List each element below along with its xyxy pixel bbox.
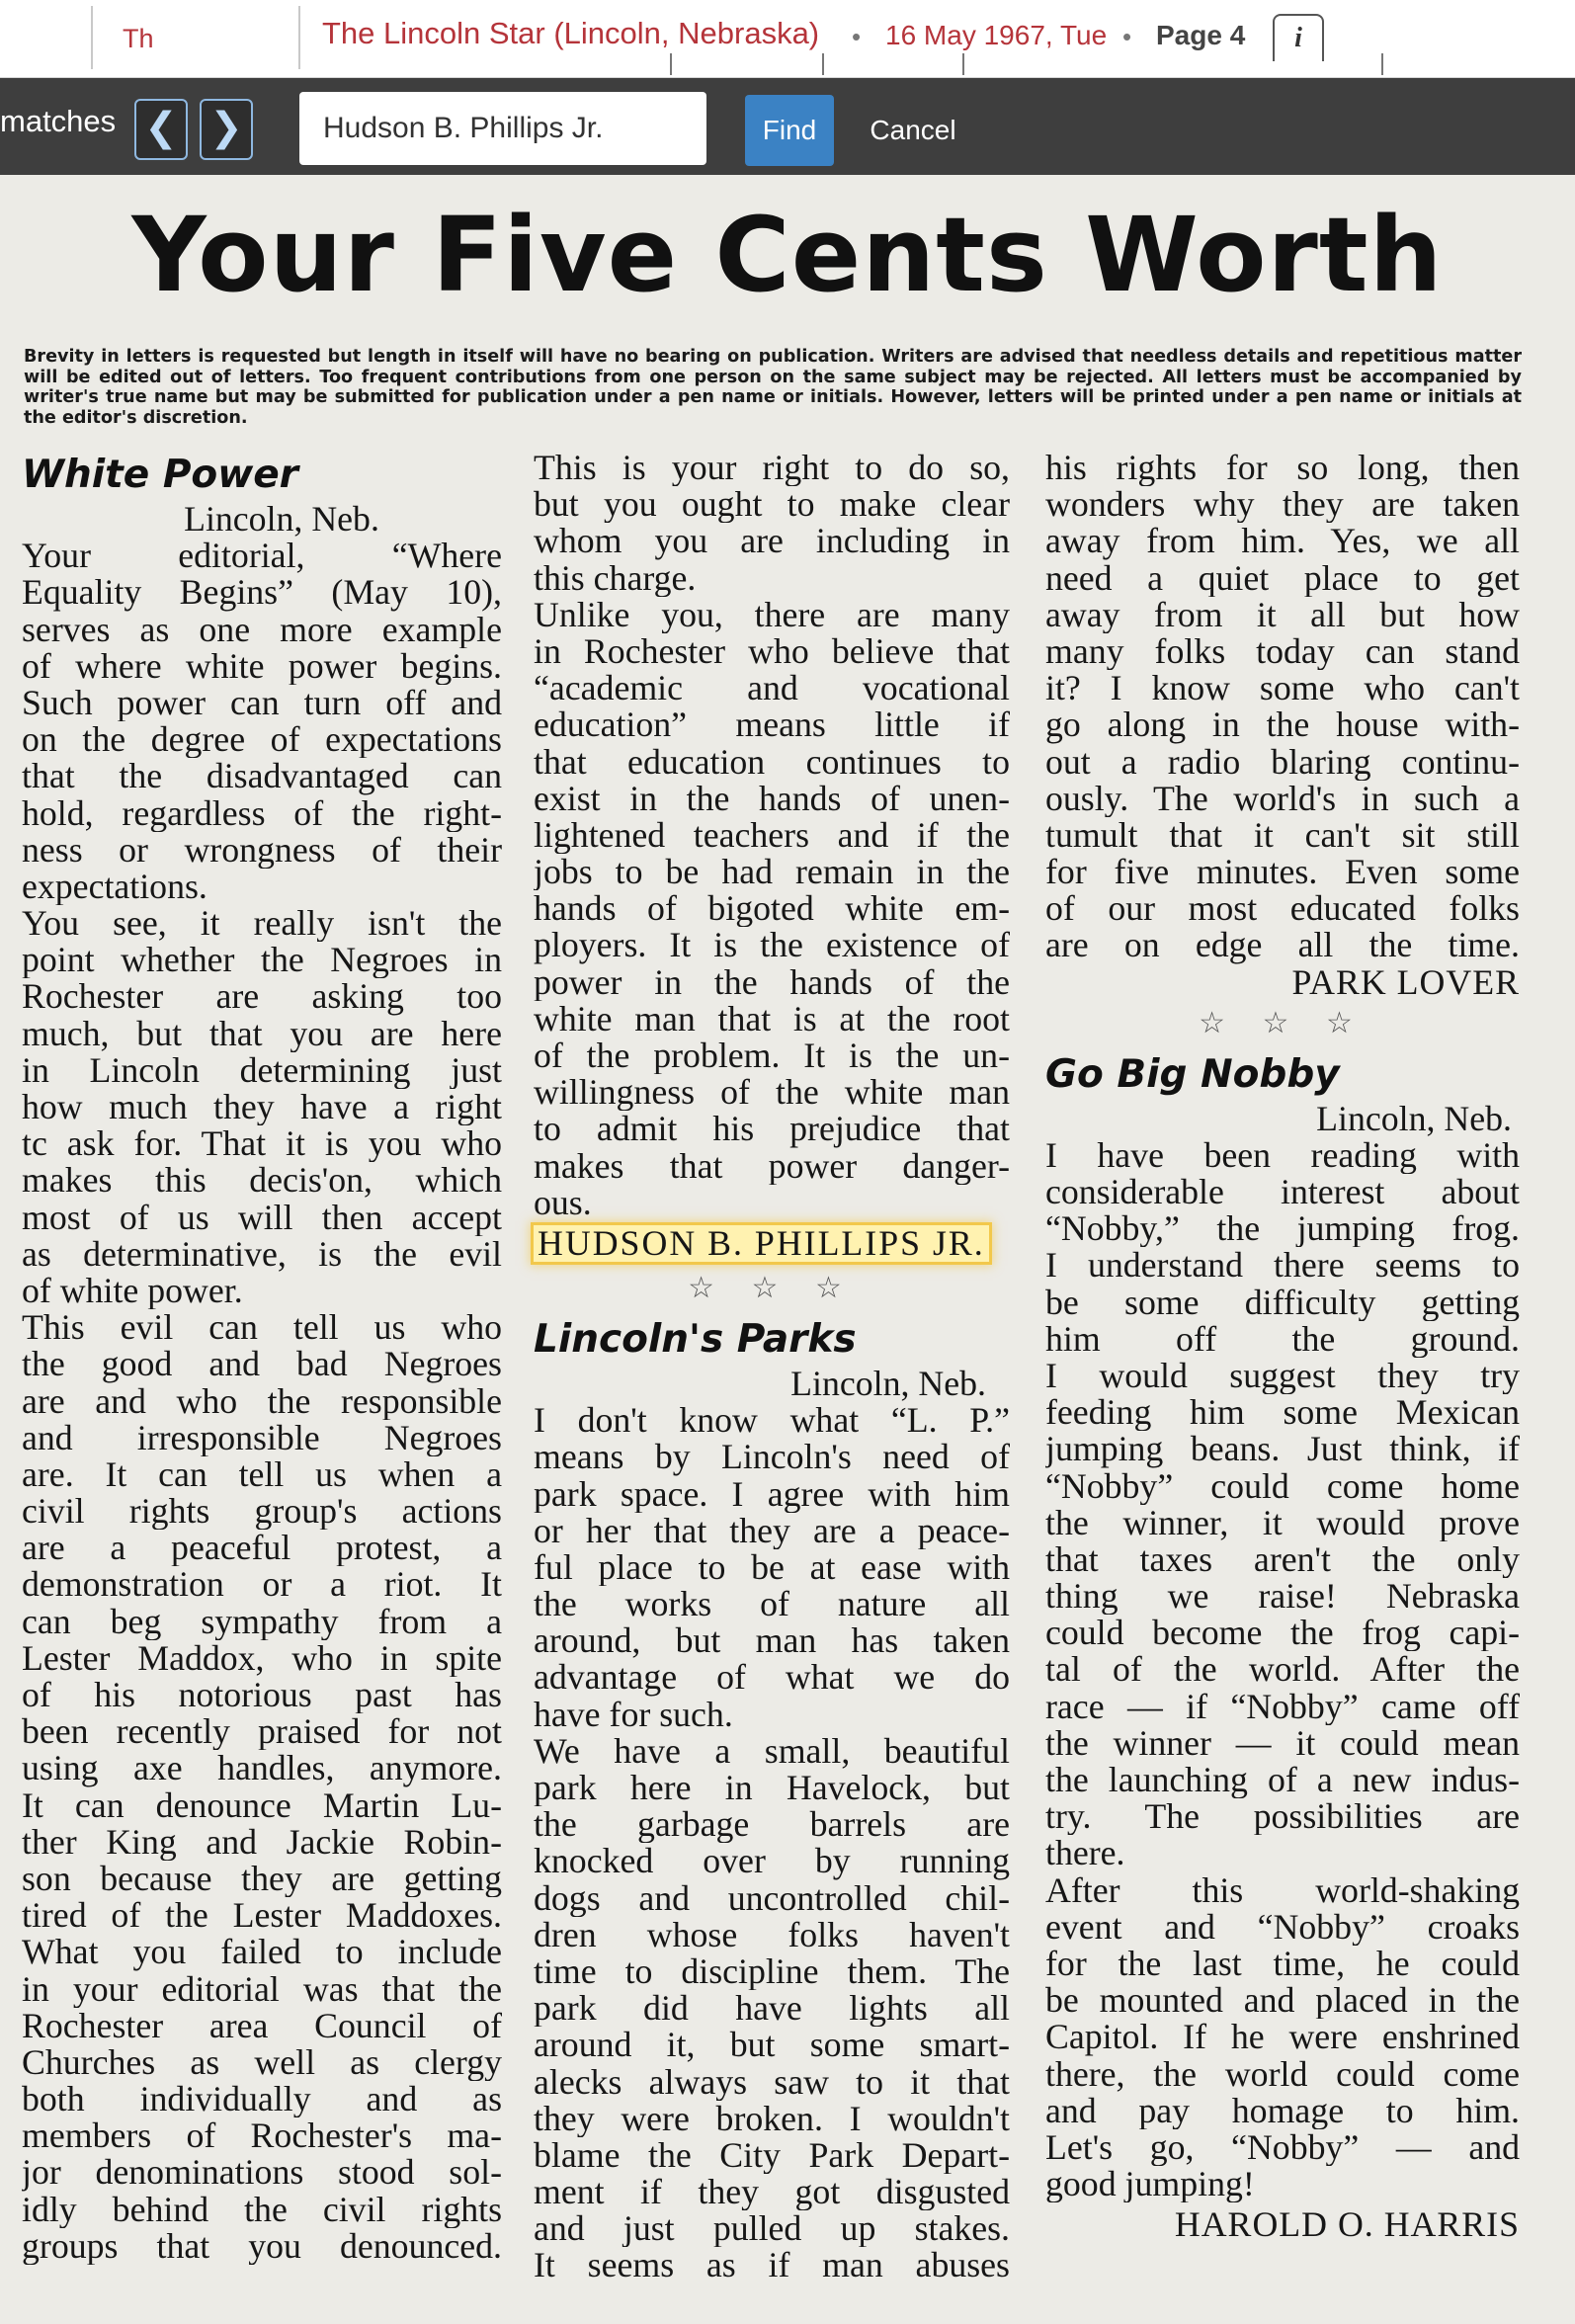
issue-date[interactable]: 16 May 1967, Tue [885, 20, 1108, 50]
text-line: It seems as if man abuses [534, 2247, 1010, 2284]
text-line: much, but that you are here [22, 1015, 502, 1052]
text-line: and irresponsible Negroes [22, 1419, 502, 1456]
text-line: in Lincoln determining just [22, 1051, 502, 1089]
text-line: they were broken. I wouldn't [534, 2100, 1010, 2137]
matches-label: matches [0, 104, 117, 138]
column-1 [22, 450, 502, 2265]
text-line: son because they are getting [22, 1860, 502, 1898]
search-match-highlight[interactable]: HUDSON B. PHILLIPS JR. [534, 1225, 989, 1262]
search-input[interactable] [299, 92, 706, 165]
text-line: that taxes aren't the only [1045, 1540, 1520, 1579]
text-line: This is your right to do so, [534, 450, 1010, 487]
letter-heading: White Power [22, 453, 298, 497]
text-line: park did have lights all [534, 1990, 1010, 2028]
letter-signature: PARK LOVER [1291, 961, 1520, 1002]
text-line: lightened teachers and if the [534, 816, 1010, 855]
text-line: time to discipline them. The [534, 1952, 1010, 1991]
text-line: park space. I agree with him [534, 1475, 1010, 1513]
text-line: of our most educated folks [1045, 890, 1520, 928]
page-number[interactable]: Page 4 [1156, 20, 1246, 50]
timeline-tick [822, 53, 824, 75]
text-line: knocked over by running [534, 1843, 1010, 1880]
text-line: for five minutes. Even some [1045, 854, 1520, 891]
text-line: need a quiet place to get [1045, 559, 1520, 597]
letter-dateline: Lincoln, Neb. [1316, 1098, 1512, 1138]
text-line: try. The possibilities are [1045, 1798, 1520, 1836]
timeline-tick [1381, 53, 1383, 75]
text-line: ther King and Jackie Robin- [22, 1823, 502, 1861]
text-line: I would suggest they try [1045, 1357, 1520, 1395]
text-line: tc ask for. That it is you who [22, 1125, 502, 1163]
text-line: the winner — it could mean [1045, 1724, 1520, 1762]
text-line: most of us will then accept [22, 1199, 502, 1236]
text-line: expectations. [22, 868, 207, 906]
text-line: thing we raise! Nebraska [1045, 1578, 1520, 1616]
text-line: of his notorious past has [22, 1677, 502, 1714]
page-masthead: Your Five Cents Worth [131, 195, 1444, 315]
letter-heading: Lincoln's Parks [534, 1316, 857, 1362]
text-line: ous. [534, 1184, 592, 1221]
text-line: dogs and uncontrolled chil- [534, 1879, 1010, 1917]
text-line: the winner, it would prove [1045, 1504, 1520, 1541]
text-line: could become the frog capi- [1045, 1615, 1520, 1652]
text-line: hands of bigoted white em- [534, 890, 1010, 928]
text-line: this charge. [534, 559, 697, 597]
text-line: that the disadvantaged can [22, 758, 502, 795]
text-line: Let's go, “Nobby” — and [1045, 2128, 1520, 2167]
text-line: alecks always saw to it that [534, 2063, 1010, 2101]
text-line: Rochester area Council of [22, 2007, 502, 2044]
text-line: of white power. [22, 1272, 243, 1310]
timeline-tick [670, 53, 672, 75]
text-line: jobs to be had remain in the [534, 854, 1010, 891]
text-line: the garbage barrels are [534, 1806, 1010, 1844]
next-match-button[interactable]: ❯ [200, 99, 253, 160]
letter-body [22, 538, 502, 2265]
text-line: or her that they are a peace- [534, 1512, 1010, 1549]
text-line: are on edge all the time. [1045, 927, 1520, 964]
text-line: willingness of the white man [534, 1074, 1010, 1112]
previous-match-button[interactable]: ❮ [134, 99, 188, 160]
text-line: are. It can tell us when a [22, 1455, 502, 1494]
find-button[interactable]: Find [745, 95, 834, 166]
text-line: ployers. It is the existence of [534, 927, 1010, 964]
newspaper-page [0, 175, 1575, 2324]
text-line: are and who the responsible [22, 1382, 502, 1420]
text-line: considerable interest about [1045, 1174, 1520, 1211]
divider-stars: ☆ ☆ ☆ [688, 1270, 856, 1305]
text-line: After this world-shaking [1045, 1871, 1520, 1909]
letter-signature [534, 1221, 1010, 1269]
letter-body [534, 450, 1010, 1221]
divider-stars: ☆ ☆ ☆ [1199, 1005, 1367, 1040]
text-line: good jumping! [1045, 2166, 1255, 2203]
text-line: blame the City Park Depart- [534, 2136, 1010, 2175]
text-line: Unlike you, there are many [534, 596, 1010, 633]
text-line: on the degree of expectations [22, 721, 502, 759]
text-line: I understand there seems to [1045, 1247, 1520, 1285]
text-line: there. [1045, 1835, 1125, 1872]
text-line: dren whose folks haven't [534, 1916, 1010, 1953]
text-line: how much they have a right [22, 1089, 502, 1126]
text-line: be some difficulty getting [1045, 1284, 1520, 1321]
text-line: white man that is at the root [534, 1000, 1010, 1038]
text-line: away from it all but how [1045, 596, 1520, 633]
text-line: groups that you denounced. [22, 2227, 502, 2265]
text-line: makes that power danger- [534, 1147, 1010, 1185]
text-line: are a peaceful protest, a [22, 1530, 502, 1567]
text-line: that education continues to [534, 743, 1010, 781]
text-line: whom you are including in [534, 523, 1010, 560]
text-line: “Nobby,” the jumping frog. [1045, 1210, 1520, 1248]
text-line: jumping beans. Just think, if [1045, 1431, 1520, 1468]
text-line: in Rochester who believe that [534, 632, 1010, 671]
text-line: and pay homage to him. [1045, 2092, 1520, 2129]
text-line: demonstration or a riot. It [22, 1566, 502, 1604]
text-line: Lester Maddox, who in spite [22, 1639, 502, 1677]
letter-body [534, 1402, 1010, 2284]
text-line: ness or wrongness of their [22, 831, 502, 869]
text-line: I have been reading with [1045, 1136, 1520, 1174]
search-toolbar [0, 78, 1575, 175]
text-line: can beg sympathy from a [22, 1603, 502, 1640]
text-line: ful place to be at ease with [534, 1548, 1010, 1587]
text-line: This evil can tell us who [22, 1309, 502, 1347]
text-line: be mounted and placed in the [1045, 1982, 1520, 2020]
text-line: as determinative, is the evil [22, 1235, 502, 1273]
text-line: civil rights group's actions [22, 1493, 502, 1531]
separator-dot: • [852, 22, 862, 51]
text-line: been recently praised for not [22, 1713, 502, 1751]
text-line: many folks today can stand [1045, 632, 1520, 671]
text-line: it? I know some who can't [1045, 670, 1520, 707]
text-line: I don't know what “L. P.” [534, 1402, 1010, 1440]
text-line: feeding him some Mexican [1045, 1394, 1520, 1432]
text-line: ously. The world's in such a [1045, 780, 1520, 817]
text-line: out a radio blaring continu- [1045, 743, 1520, 781]
text-line: idly behind the civil rights [22, 2191, 502, 2228]
text-line: tal of the world. After the [1045, 1651, 1520, 1689]
text-line: race — if “Nobby” came off [1045, 1688, 1520, 1725]
text-line: tumult that it can't sit still [1045, 816, 1520, 855]
letter-body [1045, 1137, 1520, 2202]
text-line: the launching of a new indus- [1045, 1762, 1520, 1799]
text-line: but you ought to make clear [534, 486, 1010, 524]
text-line: Churches as well as clergy [22, 2043, 502, 2082]
previous-tab-label[interactable]: Th [123, 24, 154, 53]
text-line: to admit his prejudice that [534, 1111, 1010, 1148]
text-line: there, the world could come [1045, 2055, 1520, 2093]
publication-title[interactable]: The Lincoln Star (Lincoln, Nebraska) [322, 16, 820, 50]
text-line: Capitol. If he were enshrined [1045, 2019, 1520, 2056]
letter-signature: HAROLD O. HARRIS [1174, 2204, 1520, 2245]
text-line: ment if they got disgusted [534, 2174, 1010, 2211]
letter-heading: Go Big Nobby [1045, 1051, 1340, 1097]
text-line: him off the ground. [1045, 1320, 1520, 1358]
text-line: have for such. [534, 1696, 733, 1733]
text-line: the works of nature all [534, 1586, 1010, 1623]
text-line: for the last time, he could [1045, 1945, 1520, 1983]
column-3 [1045, 450, 1520, 2246]
cancel-button[interactable]: Cancel [870, 115, 956, 145]
separator-dot: • [1122, 22, 1132, 51]
letter-dateline: Lincoln, Neb. [790, 1363, 986, 1403]
text-line: “Nobby” could come home [1045, 1467, 1520, 1505]
text-line: point whether the Negroes in [22, 942, 502, 979]
letters-policy: Brevity in letters is requested but length in itself will have no bearing on publication. Writers are advised that needless details and repetitious matter will be edited out of letters. Too frequent contributions from one person on the same subject may be rejected. All letters must be accompanied by writer's true name but may be submitted for publication under a pen name or initials. However, letters will be printed under a pen name or initials at the editor's discretion. [24, 347, 1522, 428]
text-line: power in the hands of the [534, 963, 1010, 1001]
text-line: makes this decis'on, which [22, 1162, 502, 1200]
text-line: event and “Nobby” croaks [1045, 1908, 1520, 1946]
text-line: in your editorial was that the [22, 1970, 502, 2008]
text-line: of the problem. It is the un- [534, 1038, 1010, 1075]
text-line: education” means little if [534, 706, 1010, 744]
text-line: Such power can turn off and [22, 684, 502, 722]
text-line: It can denounce Martin Lu- [22, 1786, 502, 1824]
text-line: Equality Begins” (May 10), [22, 574, 502, 612]
text-line: go along in the house with- [1045, 706, 1520, 744]
viewer-header [0, 0, 1575, 78]
text-line: using axe handles, anymore. [22, 1750, 502, 1787]
text-line: away from him. Yes, we all [1045, 523, 1520, 560]
text-line: serves as one more example [22, 611, 502, 648]
text-line: exist in the hands of unen- [534, 780, 1010, 817]
text-line: advantage of what we do [534, 1659, 1010, 1697]
text-line: hold, regardless of the right- [22, 794, 502, 832]
text-line: wonders why they are taken [1045, 486, 1520, 524]
text-line: We have a small, beautiful [534, 1732, 1010, 1770]
text-line: both individually and as [22, 2081, 502, 2118]
text-line: What you failed to include [22, 1934, 502, 1971]
column-2 [534, 450, 1010, 2284]
letter-dateline: Lincoln, Neb. [184, 499, 379, 539]
text-line: Rochester are asking too [22, 978, 502, 1016]
info-button[interactable]: i [1273, 14, 1324, 61]
text-line: and just pulled up stakes. [534, 2210, 1010, 2248]
text-line: his rights for so long, then [1045, 450, 1520, 487]
text-line: of where white power begins. [22, 647, 502, 685]
text-line: around it, but some smart- [534, 2027, 1010, 2064]
previous-tab[interactable] [91, 6, 300, 69]
text-line: You see, it really isn't the [22, 905, 502, 943]
timeline-tick [962, 53, 964, 75]
text-line: jor denominations stood sol- [22, 2154, 502, 2192]
text-line: park here in Havelock, but [534, 1770, 1010, 1807]
text-line: tired of the Lester Maddoxes. [22, 1897, 502, 1935]
text-line: Your editorial, “Where [22, 538, 502, 575]
text-line: means by Lincoln's need of [534, 1439, 1010, 1476]
text-line: the good and bad Negroes [22, 1346, 502, 1383]
text-line: “academic and vocational [534, 670, 1010, 707]
text-line: members of Rochester's ma- [22, 2117, 502, 2155]
text-line: around, but man has taken [534, 1622, 1010, 1660]
letter-body [1045, 450, 1520, 964]
